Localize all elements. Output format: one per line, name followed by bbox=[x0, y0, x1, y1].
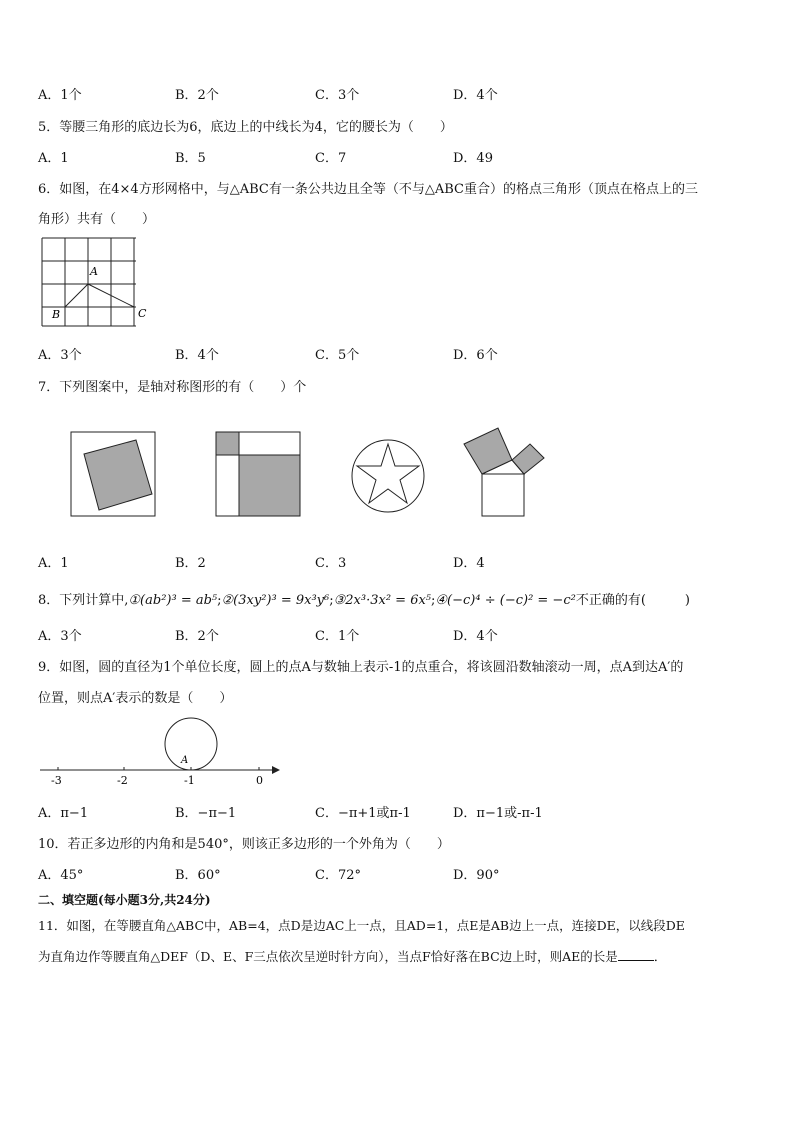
top-option-d: D．4个 bbox=[453, 88, 498, 103]
question-8-line: 8．下列计算中,①(ab²)³ = ab⁵;②(3xy²)³ = 9x³y⁶;③2x³·3x² = 6x⁵;④(−c)⁴ ÷ (−c)² = −c²不正确的有( ) bbox=[38, 593, 690, 608]
q5-option-b: B．5 bbox=[175, 151, 206, 166]
q10-option-a: A．45° bbox=[38, 868, 84, 883]
tick-label-neg3: -3 bbox=[51, 774, 62, 787]
tick-label-neg1: -1 bbox=[184, 774, 195, 787]
q8-expr-1: ①(ab²)³ = ab⁵ bbox=[128, 593, 218, 608]
q8-expr-3: ③2x³·3x² = 6x⁵ bbox=[333, 593, 432, 608]
q8-option-d: D．4个 bbox=[453, 629, 498, 644]
q11-line2-text: 为直角边作等腰直角△DEF（D、E、F三点依次呈逆时针方向），当点F恰好落在BC边上时，则AE的长是 bbox=[38, 949, 618, 964]
rolling-circle bbox=[165, 718, 217, 770]
label-a: A bbox=[90, 265, 98, 278]
question-11-line2 bbox=[38, 947, 666, 965]
figure-3-star-in-circle bbox=[352, 440, 424, 512]
q8-option-b: B．2个 bbox=[175, 629, 219, 644]
q8-expr-2: ②(3xy²)³ = 9x³y⁶ bbox=[221, 593, 330, 608]
question-6-line2: 角形）共有（ ） bbox=[38, 212, 156, 227]
q10-option-c: C．72° bbox=[315, 868, 361, 883]
number-line-figure bbox=[36, 712, 286, 788]
point-a-label: A bbox=[181, 755, 189, 766]
label-b: B bbox=[52, 308, 61, 321]
q8-option-a: A．3个 bbox=[38, 629, 82, 644]
question-10-text: 10．若正多边形的内角和是540°，则该正多边形的一个外角为（ ） bbox=[38, 837, 450, 852]
figure-4-pythagoras bbox=[464, 428, 544, 516]
q9-option-c: C．−π+1或π-1 bbox=[315, 806, 411, 821]
q6-option-d: D．6个 bbox=[453, 348, 498, 363]
q7-option-c: C．3 bbox=[315, 556, 347, 571]
answer-blank[interactable] bbox=[618, 948, 654, 961]
tick-label-neg2: -2 bbox=[117, 774, 128, 787]
q9-option-b: B．−π−1 bbox=[175, 806, 237, 821]
q7-option-b: B．2 bbox=[175, 556, 206, 571]
top-option-b: B．2个 bbox=[175, 88, 219, 103]
label-c: C bbox=[138, 307, 147, 320]
q7-option-d: D．4 bbox=[453, 556, 485, 571]
figure-1-rotated-square bbox=[71, 432, 155, 516]
triangle-abc bbox=[65, 284, 134, 307]
top-option-a: A．1个 bbox=[38, 88, 82, 103]
grid-figure bbox=[38, 234, 156, 330]
q6-option-c: C．5个 bbox=[315, 348, 360, 363]
question-6-line1: 6．如图，在4×4方形网格中，与△ABC有一条公共边且全等（不与△ABC重合）的格点三角形（顶点在格点上的三 bbox=[38, 182, 698, 197]
q6-option-b: B．4个 bbox=[175, 348, 219, 363]
question-7-text: 7．下列图案中，是轴对称图形的有（ ）个 bbox=[38, 380, 307, 395]
q10-option-d: D．90° bbox=[453, 868, 500, 883]
q8-suffix: 不正确的有( ) bbox=[575, 593, 690, 608]
question-9-line1: 9．如图，圆的直径为1个单位长度，圆上的点A与数轴上表示-1的点重合，将该圆沿数轴滚动一周，点A到达A′的 bbox=[38, 660, 684, 675]
question-9-line2: 位置，则点A′表示的数是（ ） bbox=[38, 691, 233, 706]
q9-option-a: A．π−1 bbox=[38, 806, 89, 821]
section-2-heading: 二、填空题(每小题3分,共24分) bbox=[38, 893, 211, 907]
q11-end: ． bbox=[653, 949, 667, 964]
q5-option-d: D．49 bbox=[453, 151, 493, 166]
q5-option-a: A．1 bbox=[38, 151, 69, 166]
question-11-line1: 11．如图，在等腰直角△ABC中，AB=4，点D是边AC上一点，且AD=1，点E是AB边上一点，连接DE，以线段DE bbox=[38, 918, 685, 933]
q7-option-a: A．1 bbox=[38, 556, 69, 571]
q8-expr-4: ④(−c)⁴ ÷ (−c)² = −c² bbox=[435, 593, 576, 608]
q7-figures bbox=[60, 420, 560, 530]
q8-prefix: 8．下列计算中, bbox=[38, 593, 129, 608]
q5-option-c: C．7 bbox=[315, 151, 347, 166]
figure-2-divided-square bbox=[216, 432, 300, 516]
top-option-c: C．3个 bbox=[315, 88, 360, 103]
q8-option-c: C．1个 bbox=[315, 629, 360, 644]
q9-option-d: D．π−1或-π-1 bbox=[453, 806, 543, 821]
q10-option-b: B．60° bbox=[175, 868, 221, 883]
q6-option-a: A．3个 bbox=[38, 348, 82, 363]
question-5-text: 5．等腰三角形的底边长为6，底边上的中线长为4，它的腰长为（ ） bbox=[38, 120, 453, 135]
tick-label-0: 0 bbox=[256, 774, 263, 787]
